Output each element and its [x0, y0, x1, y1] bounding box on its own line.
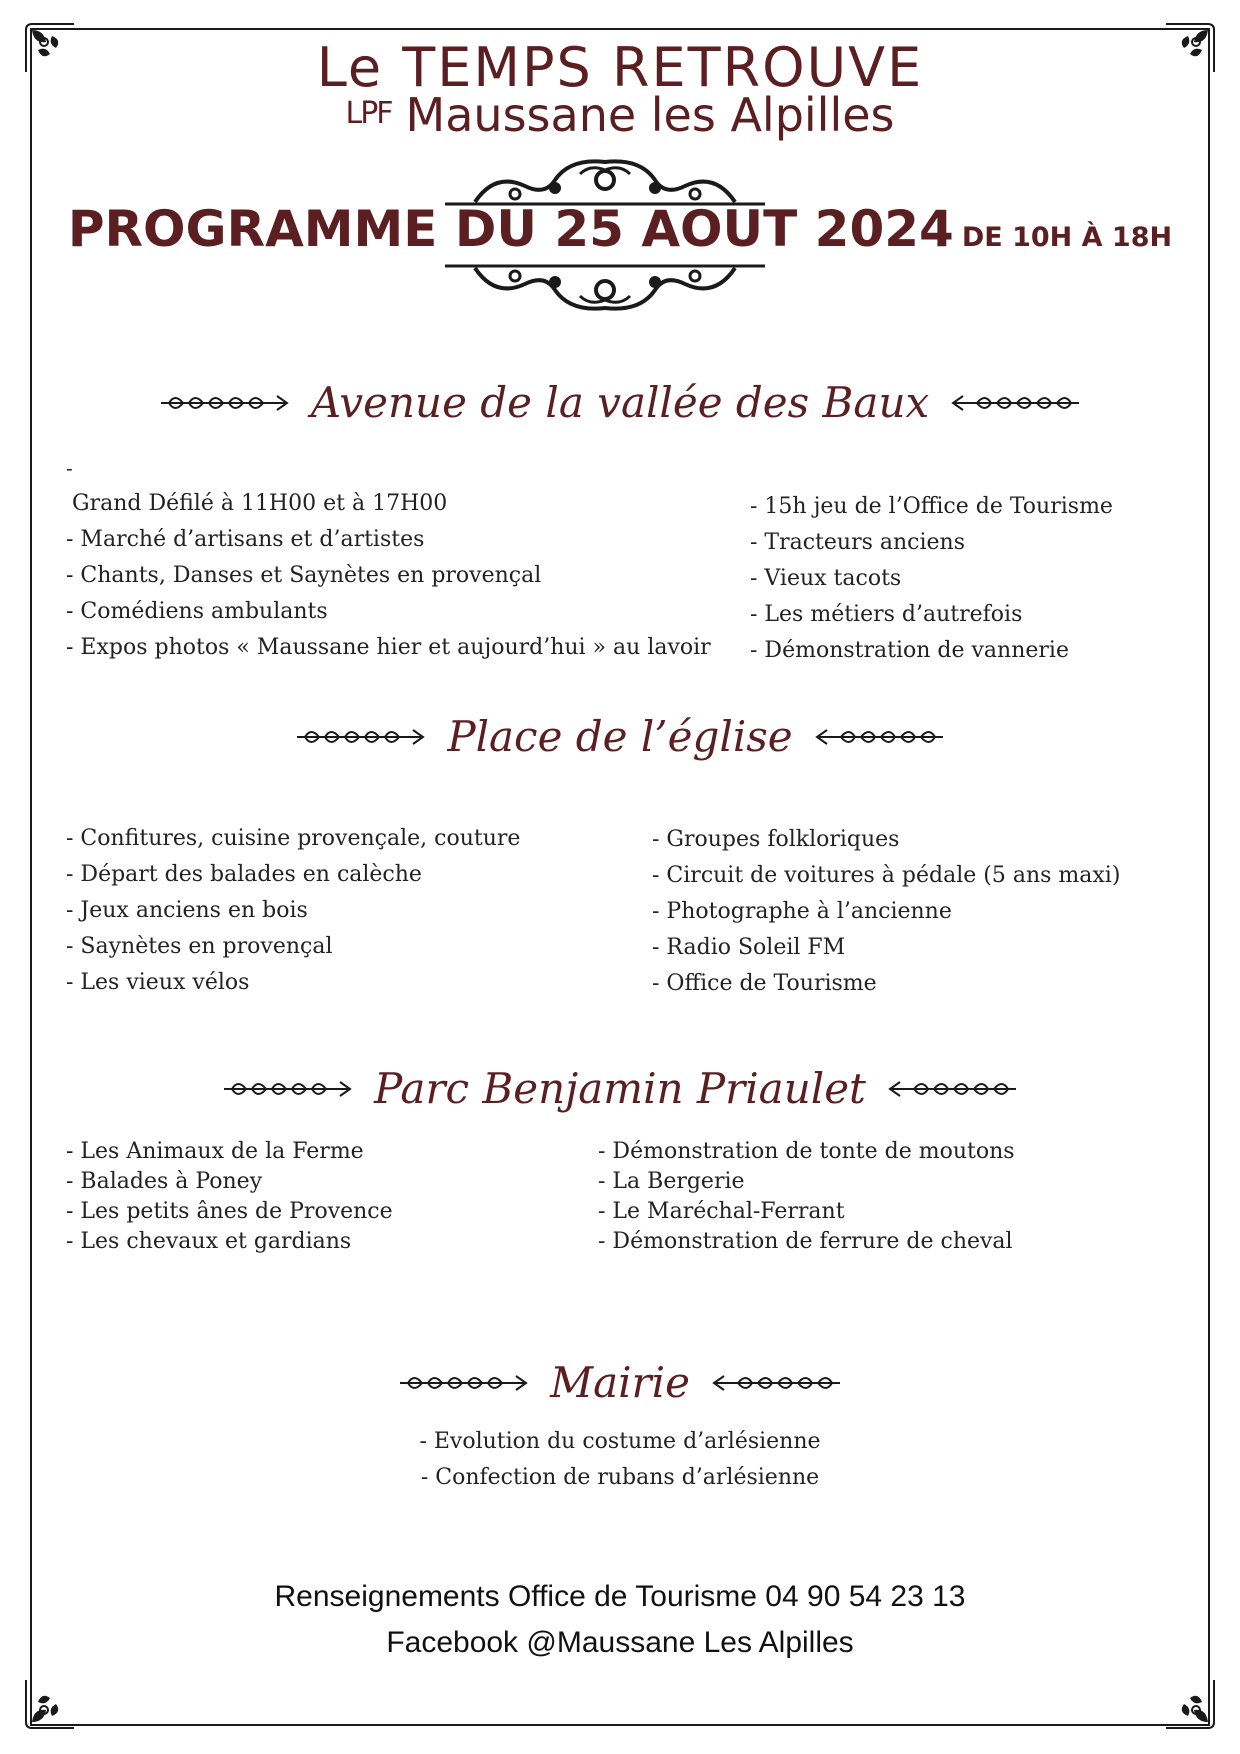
- list-item: - Le Maréchal-Ferrant: [598, 1199, 845, 1224]
- event-location: [0, 88, 1240, 142]
- list-item: - Photographe à l’ancienne: [652, 899, 952, 924]
- list-item: - Expos photos « Maussane hier et aujourd’hui » au lavoir: [66, 635, 711, 660]
- list-item: - Démonstration de vannerie: [750, 638, 1069, 663]
- list-item: - Chants, Danses et Saynètes en provençal: [66, 563, 542, 588]
- eglise-list-right: [652, 822, 1120, 1002]
- section-title: Mairie: [550, 1358, 690, 1407]
- list-item: - Démonstration de tonte de moutons: [598, 1139, 1015, 1164]
- list-item: - Démonstration de ferrure de cheval: [598, 1229, 1013, 1254]
- sprig-left-icon: [159, 392, 289, 414]
- avenue-list-left: [66, 486, 711, 666]
- eglise-list-left: [66, 821, 520, 1001]
- association-logo: LPF: [345, 96, 392, 131]
- ornament-flourish-icon: [435, 258, 775, 318]
- list-item: - Les petits ânes de Provence: [66, 1199, 393, 1224]
- list-item: - La Bergerie: [598, 1169, 745, 1194]
- list-item: - Les Animaux de la Ferme: [66, 1139, 364, 1164]
- section-header-mairie: [0, 1358, 1240, 1407]
- list-item: - Groupes folkloriques: [652, 827, 900, 852]
- list-item: - Circuit de voitures à pédale (5 ans maxi): [652, 863, 1121, 888]
- list-item: - 15h jeu de l’Office de Tourisme: [750, 494, 1113, 519]
- programme-title: PROGRAMME DU 25 AOUT 2024: [67, 200, 954, 258]
- programme-hours: DE 10H À 18H: [961, 222, 1173, 253]
- section-title: Place de l’église: [447, 712, 793, 761]
- list-item: Grand Défilé à 11H00 et à 17H00: [72, 491, 448, 516]
- section-header-parc: [0, 1064, 1240, 1113]
- mairie-list: [0, 1424, 1240, 1496]
- sprig-right-icon: [951, 392, 1081, 414]
- list-item: - Tracteurs anciens: [750, 530, 966, 555]
- list-item: - Les vieux vélos: [66, 970, 250, 995]
- programme-date: [0, 200, 1240, 258]
- corner-flourish-icon: [22, 1676, 78, 1732]
- footer-facebook: Facebook @Maussane Les Alpilles: [386, 1626, 854, 1659]
- event-title: Le TEMPS RETROUVE: [316, 36, 924, 99]
- parc-list-left: [66, 1137, 393, 1257]
- sprig-right-icon: [888, 1078, 1018, 1100]
- parc-list-right: [598, 1137, 1015, 1257]
- sprig-left-icon: [222, 1078, 352, 1100]
- location-label: Maussane les Alpilles: [405, 88, 895, 142]
- sprig-right-icon: [712, 1372, 842, 1394]
- section-header-avenue: [0, 378, 1240, 427]
- section-title: Avenue de la vallée des Baux: [310, 378, 930, 427]
- list-item: - Evolution du costume d’arlésienne: [419, 1429, 821, 1454]
- list-item: - Confitures, cuisine provençale, couture: [66, 826, 521, 851]
- list-item: - Confection de rubans d’arlésienne: [420, 1465, 820, 1490]
- list-item: - Saynètes en provençal: [66, 934, 333, 959]
- list-item: - Radio Soleil FM: [652, 935, 846, 960]
- list-item: - Les métiers d’autrefois: [750, 602, 1023, 627]
- list-item: - Les chevaux et gardians: [66, 1229, 352, 1254]
- list-item: - Marché d’artisans et d’artistes: [66, 527, 425, 552]
- list-item: - Départ des balades en calèche: [66, 862, 422, 887]
- sprig-right-icon: [815, 726, 945, 748]
- list-item: - Jeux anciens en bois: [66, 898, 308, 923]
- corner-flourish-icon: [1162, 1676, 1218, 1732]
- sprig-left-icon: [398, 1372, 528, 1394]
- list-item: - Office de Tourisme: [652, 971, 877, 996]
- stray-dash: -: [66, 456, 73, 480]
- avenue-list-right: [750, 489, 1113, 669]
- list-item: - Comédiens ambulants: [66, 599, 328, 624]
- section-title: Parc Benjamin Priaulet: [374, 1064, 866, 1113]
- footer-contact: Renseignements Office de Tourisme 04 90 54 23 13: [274, 1580, 966, 1613]
- section-header-eglise: [0, 712, 1240, 761]
- list-item: - Vieux tacots: [750, 566, 902, 591]
- sprig-left-icon: [295, 726, 425, 748]
- list-item: - Balades à Poney: [66, 1169, 263, 1194]
